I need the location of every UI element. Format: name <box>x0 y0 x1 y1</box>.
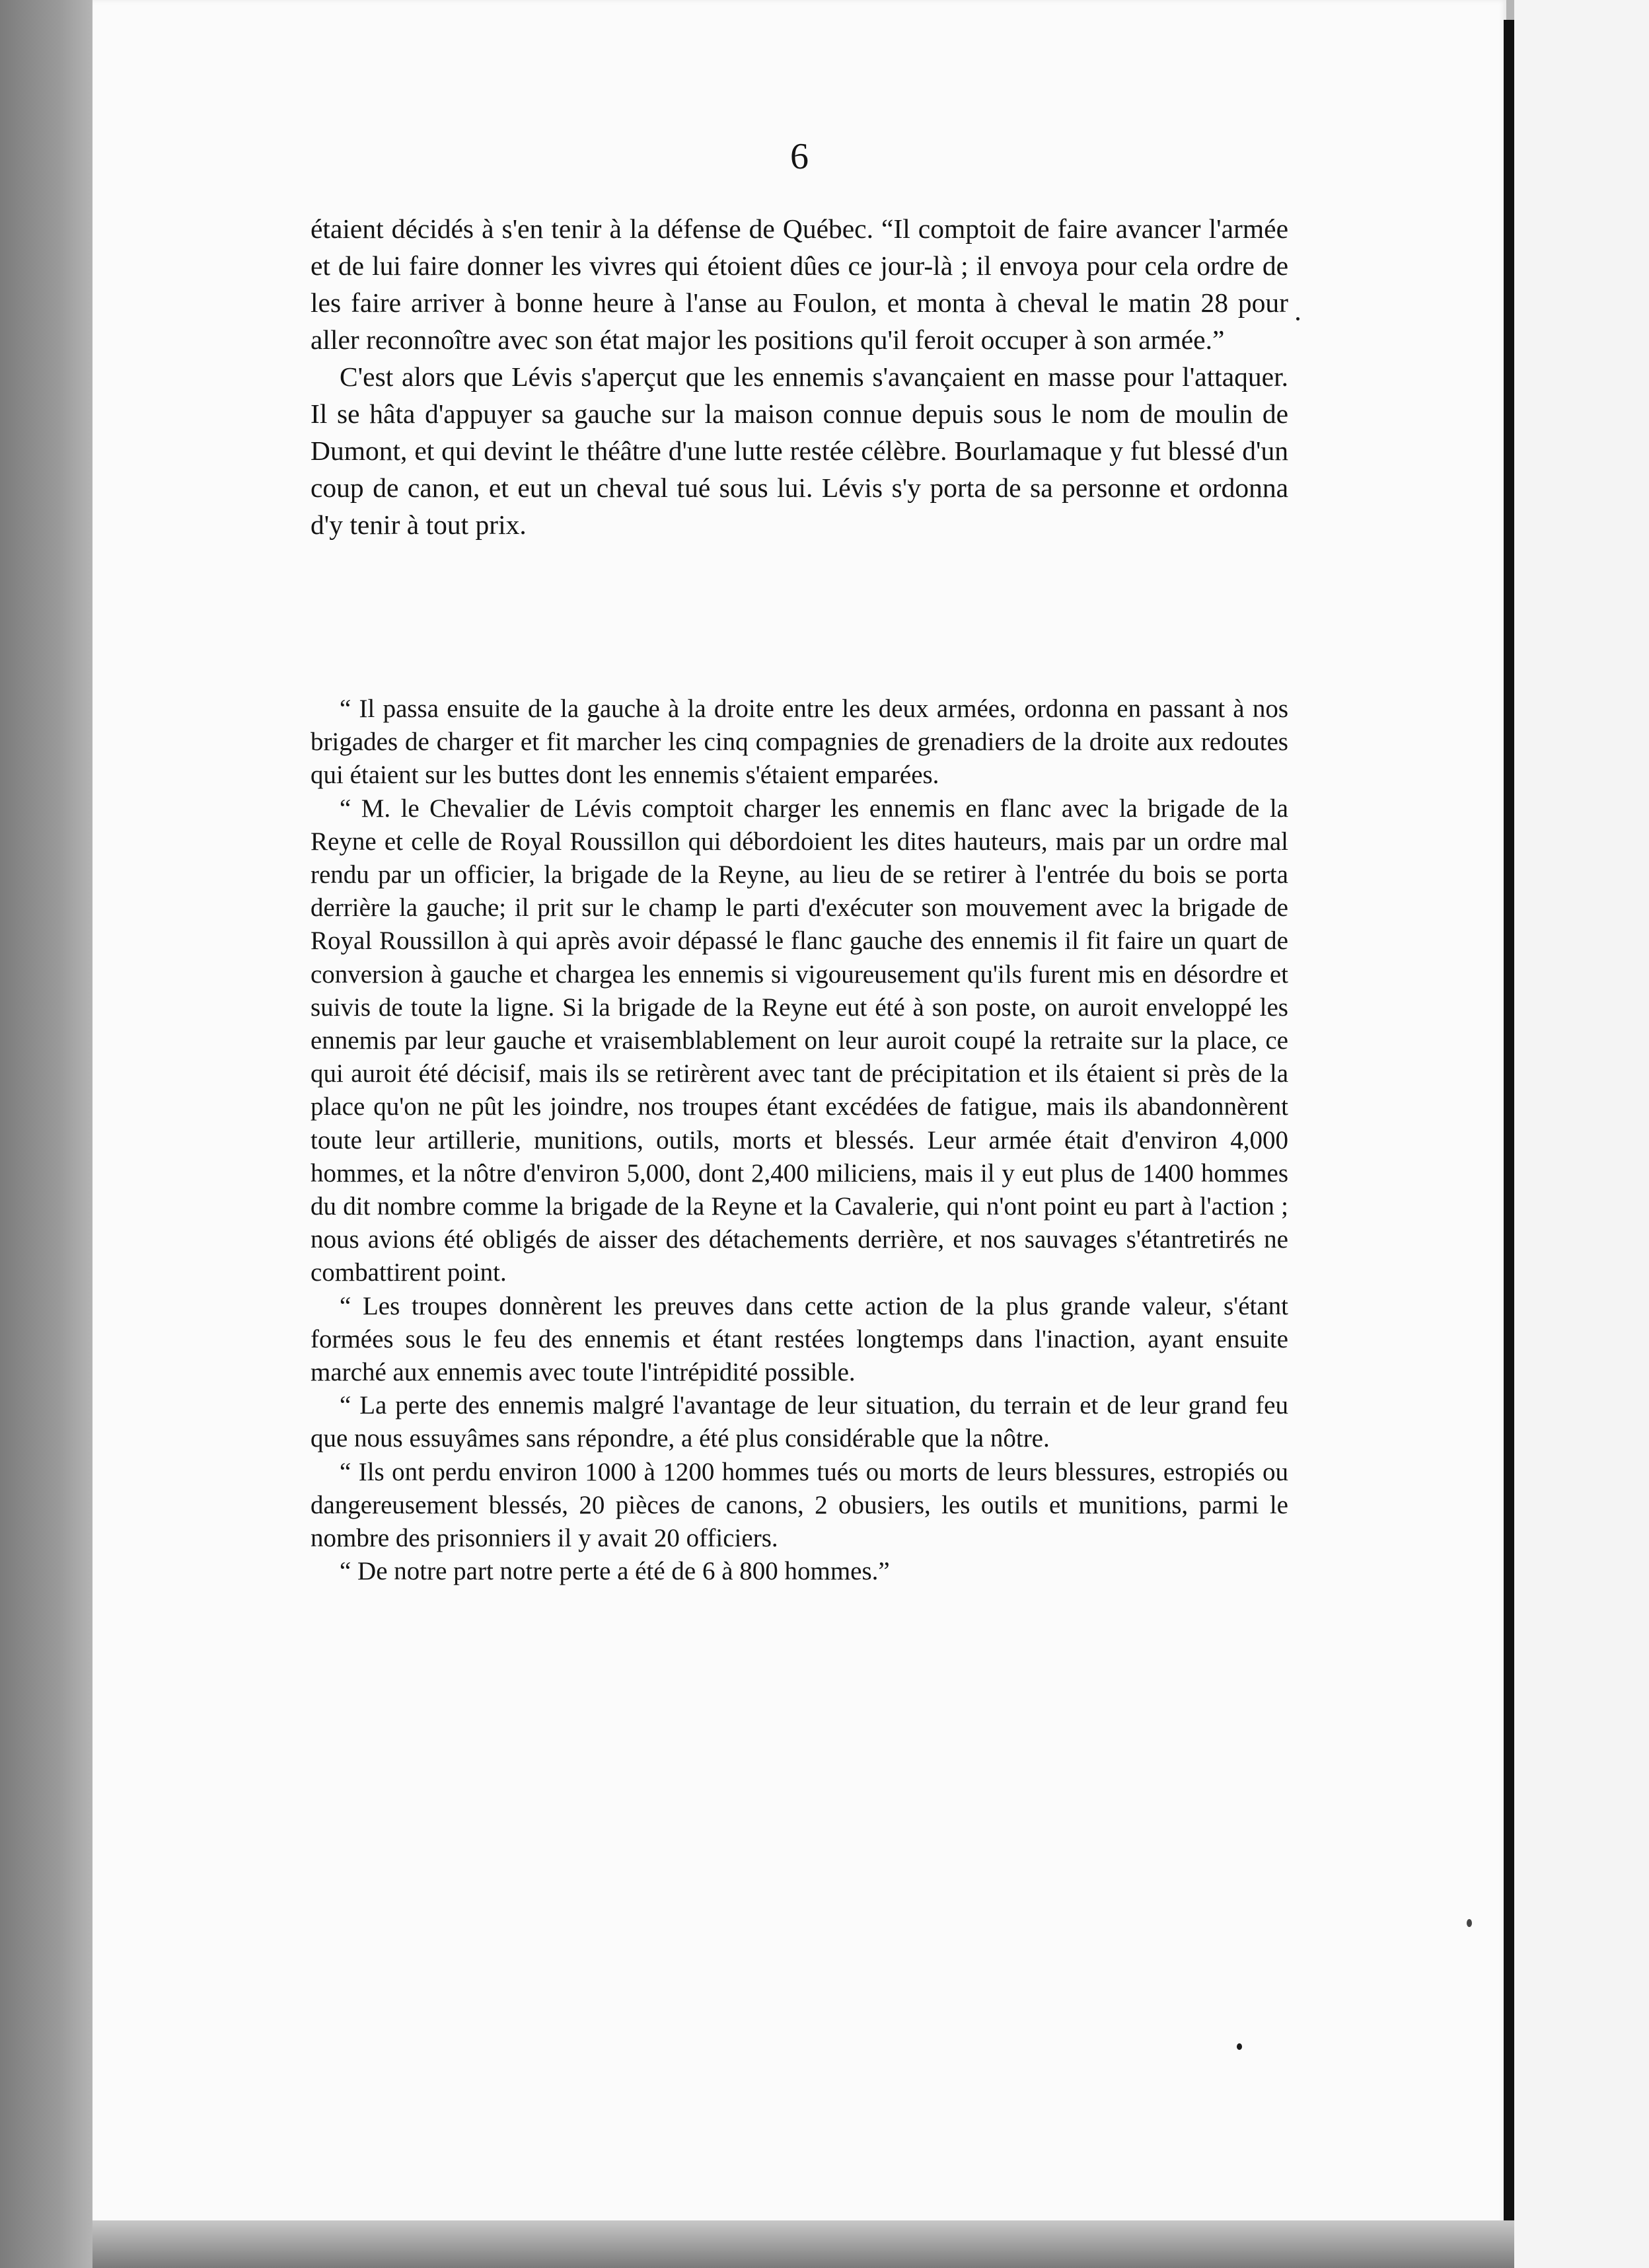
quote-paragraph: “ De notre part notre perte a été de 6 à 800 hommes.” <box>340 1557 890 1586</box>
quote-paragraph: “ La perte des ennemis malgré l'avantage de leur situation, du terrain et de leur grand feu que nous essuyâmes sans répondre, a été plus considérable que la nôtre. <box>311 1391 1288 1453</box>
scan-speck <box>1237 2043 1242 2050</box>
body-text <box>311 210 1288 543</box>
quote-paragraph: “ Les troupes donnèrent les preuves dans cette action de la plus grande valeur, s'étant formées sous le feu des ennemis et étant restées longtemps dans l'inaction, ayant ensuite marché aux ennemis avec toute l'intrépidité possible. <box>311 1291 1288 1387</box>
quote-paragraph: “ Ils ont perdu environ 1000 à 1200 hommes tués ou morts de leurs blessures, estropiés ou dangereusement blessés, 20 pièces de canons, 2 obusiers, les outils et munitions, parmi le nombre des prisonniers il y avait 20 officiers. <box>311 1457 1288 1553</box>
scan-speck <box>1467 1919 1472 1927</box>
paragraph-intro: étaient décidés à s'en tenir à la défense de Québec. “Il comptoit de faire avancer l'armée et de lui faire donner les vivres qui étoient dûes ce jour-là ; il envoya pour cela ordre de les faire arriver à bonne heure à l'anse au Foulon, et monta à cheval le matin 28 pour aller reconnoître avec son état major les positions qu'il feroit occuper à son armée.” <box>311 213 1288 355</box>
page-number: 6 <box>790 136 809 177</box>
scan-speck <box>1296 317 1300 321</box>
quote-paragraph: “ M. le Chevalier de Lévis comptoit charger les ennemis en flanc avec la brigade de la Reyne et celle de Royal Roussillon qui débordoient les dites hauteurs, mais par un ordre mal rendu par un officier, la brigade de la Reyne, au lieu de se retirer à l'entrée du bois se porta derrière la gauche; il prit sur le champ le parti d'exécuter son mouvement avec la brigade de Royal Roussillon à qui après avoir dépassé le flanc gauche des ennemis il fit faire un quart de conversion à gauche et chargea les ennemis si vigoureusement qu'ils furent mis en désordre et suivis de toute la ligne. Si la brigade de la Reyne eut été à son poste, on auroit enveloppé les ennemis par leur gauche et vraisemblablement on leur auroit coupé la retraite sur la place, ce qui auroit été décisif, mais ils se retirèrent avec tant de précipitation et ils étaient si près de la place qu'on ne pût les joindre, nos troupes étant excédées de fatigue, mais ils abandonnèrent toute leur artillerie, munitions, outils, morts et blessés. Leur armée était d'environ 4,000 hommes, et la nôtre d'environ 5,000, dont 2,400 miliciens, mais il y eut plus de 1400 hommes du dit nombre comme la brigade de la Reyne et la Cavalerie, qui n'ont point eu part à l'action ; nous avions été obligés de aisser des détachements derrière, et nos sauvages s'étantretirés ne combattirent point. <box>311 794 1288 1287</box>
paragraph-levis: C'est alors que Lévis s'aperçut que les ennemis s'avançaient en masse pour l'attaquer. Il se hâta d'appuyer sa gauche sur la maison connue depuis sous le nom de moulin de Dumont, et qui devint le théâtre d'une lutte restée célèbre. Bourlamaque y fut blessé d'un coup de canon, et eut un cheval tué sous lui. Lévis s'y porta de sa personne et ordonna d'y tenir à tout prix. <box>311 361 1288 540</box>
quoted-report <box>311 693 1288 1588</box>
scan-bottom-edge <box>92 2220 1514 2268</box>
facing-page-edge <box>1514 0 1649 2268</box>
quote-paragraph: “ Il passa ensuite de la gauche à la droite entre les deux armées, ordonna en passant à nos brigades de charger et fit marcher les cinq compagnies de grenadiers de la droite aux redoutes qui étaient sur les buttes dont les ennemis s'étaient emparées. <box>311 695 1288 790</box>
